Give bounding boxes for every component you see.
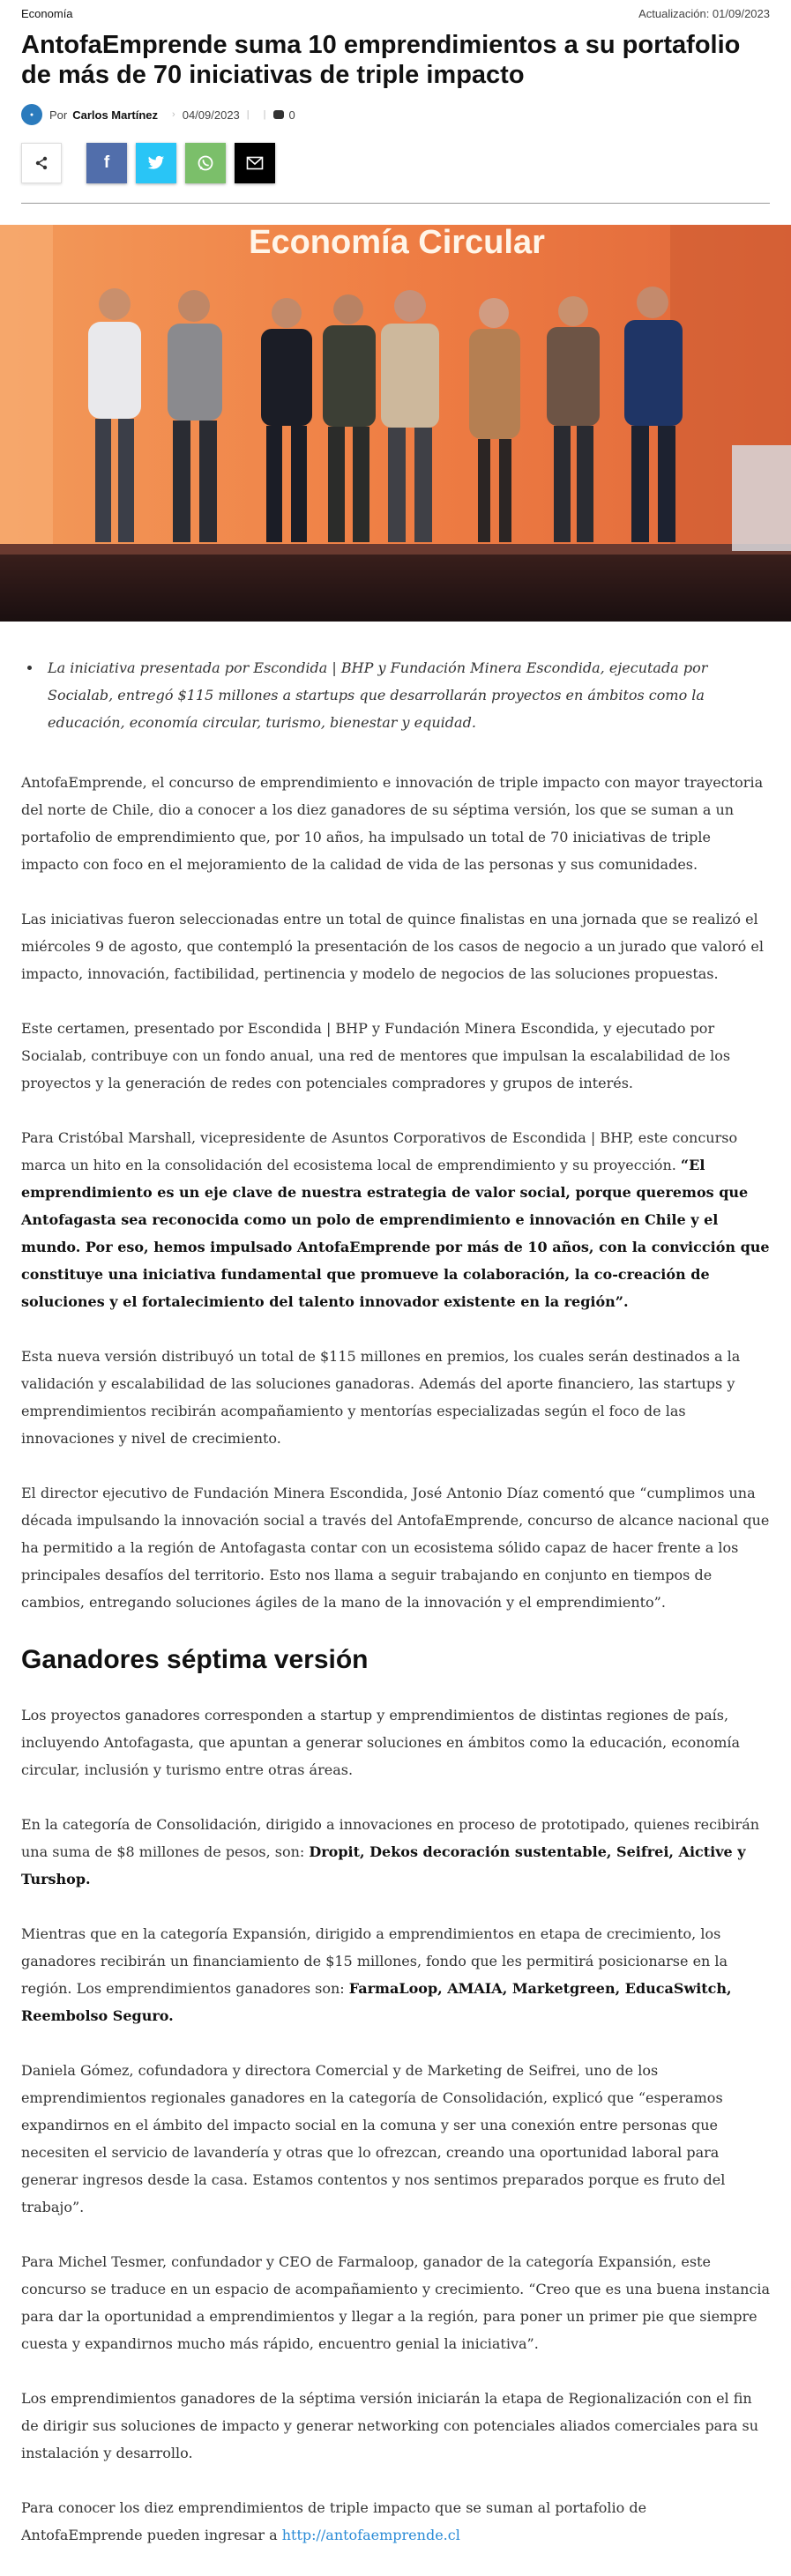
twitter-button[interactable] [136,143,176,183]
paragraph: Daniela Gómez, cofundadora y directora Comercial y de Marketing de Seifrei, uno de los emprendimientos regionales ganadores en la categoría de Consolidación, explicó que “esperamos expandirnos en el ámbito del impacto social en la comuna y ser una conexión entre personas que necesiten el servicio de lavandería y otras que lo ofrezcan, creando una oportunidad laboral para generar ingresos desde la casa. Estamos contentos y nos sentimos preparados porque es fruto del trabajo”. [21,2062,726,2215]
paragraph-text: Para conocer los diez emprendimientos de triple impacto que se suman al portafolio de AntofaEmprende pueden ingresar a [21,2499,647,2543]
share-button[interactable] [21,143,62,183]
website-link[interactable]: http://antofaemprende.cl [281,2527,460,2543]
paragraph: Las iniciativas fueron seleccionadas entre un total de quince finalistas en una jornada que se realizó el miércoles 9 de agosto, que contempló la presentación de los casos de negocio a un jurado que valoró el impacto, innovación, factibilidad, pertinencia y modelo de negocios de las soluciones propuestas. [21,911,764,982]
meta-separator: › [172,109,175,120]
author-avatar[interactable]: ● [21,104,42,125]
publish-date: 04/09/2023 [182,108,240,122]
winners-list: FarmaLoop, AMAIA, Marketgreen, EducaSwitch, Reembolso Seguro. [21,1980,732,2024]
author-name[interactable]: Carlos Martínez [72,108,159,122]
article-title: AntofaEmprende suma 10 emprendimientos a su portafolio de más de 70 iniciativas de triple impacto [21,31,741,89]
whatsapp-button[interactable] [185,143,226,183]
paragraph: Los emprendimientos ganadores de la séptima versión iniciarán la etapa de Regionalización con el fin de dirigir sus soluciones de impacto y generar networking con potenciales aliados comerciales para su instalación y desarrollo. [21,2390,759,2461]
updated-date: Actualización: 01/09/2023 [638,7,770,20]
hero-image [0,225,791,622]
paragraph [21,2494,771,2549]
paragraph: Esta nueva versión distribuyó un total de $115 millones en premios, los cuales serán destinados a la validación y escalabilidad de las soluciones ganadoras. Además del aporte financiero, las startups y emprendimientos recibirán acompañamiento y mentorías especializadas según el foco de las innovaciones y nivel de crecimiento. [21,1348,741,1447]
hero-photo[interactable] [0,225,791,622]
paragraph [21,1124,771,1315]
facebook-button[interactable] [86,143,127,183]
meta-separator: | [263,109,266,120]
paragraph: Para Michel Tesmer, confundador y CEO de Farmaloop, ganador de la categoría Expansión, este concurso se traduce en un espacio de acompañamiento y crecimiento. “Creo que es una buena instancia para dar la oportunidad a emprendimientos y llegar a la región, para poner un primer pie que siempre cuesta y expandirnos mucho más rápido, encuentro genial la iniciativa”. [21,2253,771,2352]
paragraph: Este certamen, presentado por Escondida | BHP y Fundación Minera Escondida, y ejecutado por Socialab, contribuye con un fondo anual, una red de mentores que impulsan la escalabilidad de los proyectos y la generación de redes con potenciales compradores y grupos de interés. [21,1020,731,1091]
winners-list: Dropit, Dekos decoración sustentable, Seifrei, Aictive y Turshop. [21,1843,746,1887]
twitter-icon [147,155,165,171]
divider [21,203,770,204]
summary-list [42,654,765,736]
paragraph-text: Mientras que en la categoría Expansión, dirigido a emprendimientos en etapa de crecimiento, los ganadores recibirán un financiamiento de $15 millones, fondo que les permitirá posicionarse en la región. Los emprendimientos ganadores son: [21,1925,728,1997]
email-button[interactable] [235,143,275,183]
facebook-icon: f [103,153,110,172]
top-bar [21,7,770,25]
email-icon [246,156,264,170]
bold-quote: “El emprendimiento es un eje clave de nuestra estrategia de valor social, porque queremos que Antofagasta sea reconocida como un polo de emprendimiento e innovación en Chile y el mundo. Por eso, hemos impulsado AntofaEmprende por más de 10 años, con la convicción que constituye una iniciativa fundamental que promueve la colaboración, la co-creación de soluciones y el fortalecimiento del talento innovador existente en la región”. [21,1157,770,1310]
share-icon [34,156,49,170]
share-bar [21,143,62,185]
paragraph-text: Para Cristóbal Marshall, vicepresidente de Asuntos Corporativos de Escondida | BHP, este concurso marca un hito en la consolidación del ecosistema local de emprendimiento y su proyección. [21,1129,738,1173]
section-heading: Ganadores séptima versión [21,1645,369,1674]
summary-item: • La iniciativa presentada por Escondida | BHP y Fundación Minera Escondida, ejecutada por Socialab, entregó $115 millones a startups que desarrollarán proyectos en ámbitos como la educación, economía circular, turismo, bienestar y equidad. [42,654,765,736]
by-label: Por [49,108,68,122]
article-meta [21,102,295,127]
whatsapp-icon [197,154,214,172]
paragraph: Los proyectos ganadores corresponden a startup y emprendimientos de distintas regiones de país, incluyendo Antofagasta, que apuntan a generar soluciones en ámbitos como la educación, economía circular, inclusión y turismo entre otras áreas. [21,1707,741,1778]
category-link[interactable]: Economía [21,7,73,20]
paragraph-text: En la categoría de Consolidación, dirigido a innovaciones en proceso de prototipado, quienes recibirán una suma de $8 millones de pesos, son: [21,1816,760,1860]
paragraph: AntofaEmprende, el concurso de emprendimiento e innovación de triple impacto con mayor trayectoria del norte de Chile, dio a conocer a los diez ganadores de su séptima versión, los que se suman a un portafolio de emprendimiento que, por 10 años, ha impulsado un total de 70 iniciativas de triple impacto con foco en el mejoramiento de la calidad de vida de las personas y sus comunidades. [21,774,764,873]
hero-sign-text: Economía Circular [249,225,545,261]
paragraph: El director ejecutivo de Fundación Minera Escondida, José Antonio Díaz comentó que “cumplimos una década impulsando la innovación social a través del AntofaEmprende, concurso de alcance nacional que ha permitido a la región de Antofagasta contar con un ecosistema sólido capaz de hacer frente a los principales desafíos del territorio. Esto nos llama a seguir trabajando en conjunto en tiempos de cambios, entregando soluciones ágiles de la mano de la innovación y el emprendimiento”. [21,1485,770,1611]
comment-count[interactable]: 0 [288,108,295,122]
paragraph [21,1920,771,2029]
paragraph [21,1811,771,1893]
article-body [21,769,771,2576]
comment-icon[interactable] [273,110,284,119]
meta-separator: | [246,109,250,120]
podium [732,445,791,551]
social-buttons [86,143,275,185]
